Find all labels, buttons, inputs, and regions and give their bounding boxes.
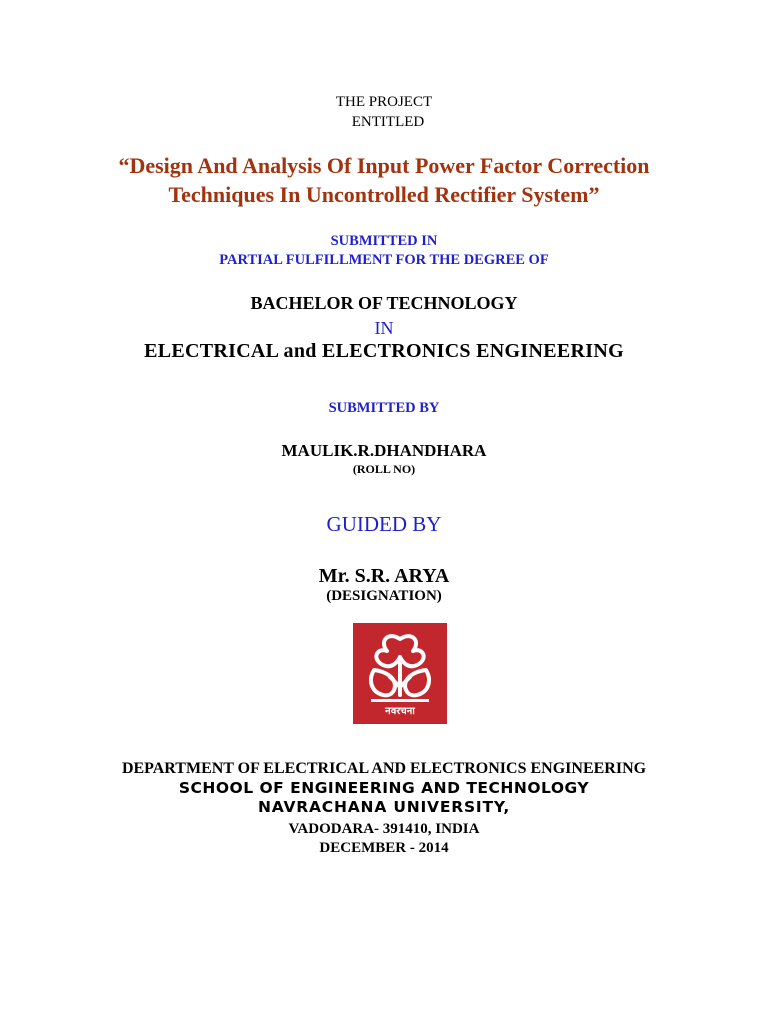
submission-date: DECEMBER - 2014 xyxy=(319,840,449,856)
university-address: VADODARA- 391410, INDIA xyxy=(288,821,480,837)
submitted-in-label: SUBMITTED IN xyxy=(330,233,438,249)
partial-fulfillment-label: PARTIAL FULFILLMENT FOR THE DEGREE OF xyxy=(219,252,549,268)
student-name: MAULIK.R.DHANDHARA xyxy=(281,441,487,460)
branch-name: ELECTRICAL and ELECTRONICS ENGINEERING xyxy=(144,340,624,362)
guided-by-label: GUIDED BY xyxy=(326,512,442,536)
entitled-label: ENTITLED xyxy=(351,114,425,130)
university-emblem-icon xyxy=(353,623,447,724)
degree-name: BACHELOR OF TECHNOLOGY xyxy=(250,293,518,313)
project-title-line-1: “Design And Analysis Of Input Power Factor Correction xyxy=(118,153,650,178)
project-title-line-2: Techniques In Uncontrolled Rectifier System” xyxy=(168,182,600,207)
project-label: THE PROJECT xyxy=(335,94,433,110)
guide-designation: (DESIGNATION) xyxy=(326,588,442,604)
university-logo xyxy=(353,623,447,724)
university-name: NAVRACHANA UNIVERSITY, xyxy=(257,798,511,816)
submitted-by-label: SUBMITTED BY xyxy=(328,400,440,416)
department-name: DEPARTMENT OF ELECTRICAL AND ELECTRONICS ENGINEERING xyxy=(121,760,647,777)
roll-number: (ROLL NO) xyxy=(352,462,416,476)
school-name: SCHOOL OF ENGINEERING AND TECHNOLOGY xyxy=(178,779,590,797)
logo-devanagari-text: नवरचना xyxy=(385,706,415,717)
in-label: IN xyxy=(374,318,394,338)
guide-name: Mr. S.R. ARYA xyxy=(318,565,450,587)
